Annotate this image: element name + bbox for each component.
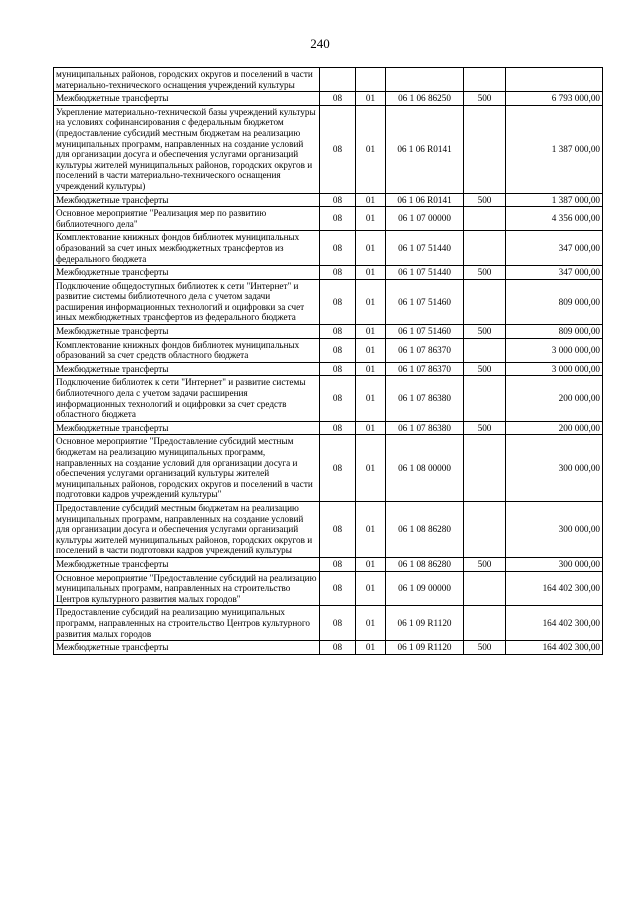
table-row [54, 606, 603, 641]
table-row [54, 421, 603, 435]
row-section-cell: 08 [320, 435, 356, 502]
row-amount-cell: 300 000,00 [506, 501, 603, 557]
table-row [54, 376, 603, 421]
row-expense-type-cell: 500 [464, 557, 506, 571]
row-amount-cell: 300 000,00 [506, 435, 603, 502]
row-section-cell: 08 [320, 421, 356, 435]
row-expense-type-cell [464, 376, 506, 421]
row-target-article-cell: 06 1 08 86280 [386, 557, 464, 571]
row-expense-type-cell [464, 501, 506, 557]
row-name-cell: Подключение библиотек к сети "Интернет" и развитие системы библиотечного дела с учетом задачи расширения информационных технологий и оцифровки за счет средств областного бюджета [54, 376, 320, 421]
row-amount-cell [506, 68, 603, 92]
row-subsection-cell: 01 [356, 606, 386, 641]
row-section-cell: 08 [320, 376, 356, 421]
row-target-article-cell: 06 1 09 00000 [386, 571, 464, 606]
row-target-article-cell: 06 1 07 51440 [386, 266, 464, 280]
row-target-article-cell: 06 1 06 86250 [386, 92, 464, 106]
row-subsection-cell [356, 68, 386, 92]
row-target-article-cell: 06 1 07 51460 [386, 279, 464, 324]
row-name-cell: Предоставление субсидий на реализацию муниципальных программ, направленных на строительство Центров культурного развития малых городов [54, 606, 320, 641]
row-name-cell: Межбюджетные трансферты [54, 641, 320, 655]
table-row [54, 571, 603, 606]
row-subsection-cell: 01 [356, 557, 386, 571]
row-subsection-cell: 01 [356, 501, 386, 557]
row-subsection-cell: 01 [356, 338, 386, 362]
row-amount-cell: 3 000 000,00 [506, 362, 603, 376]
budget-table [53, 67, 603, 655]
row-expense-type-cell [464, 207, 506, 231]
row-section-cell: 08 [320, 105, 356, 193]
row-name-cell: Межбюджетные трансферты [54, 92, 320, 106]
row-name-cell: Межбюджетные трансферты [54, 193, 320, 207]
row-name-cell: Межбюджетные трансферты [54, 557, 320, 571]
row-section-cell: 08 [320, 92, 356, 106]
row-expense-type-cell: 500 [464, 362, 506, 376]
row-expense-type-cell: 500 [464, 92, 506, 106]
row-amount-cell: 809 000,00 [506, 325, 603, 339]
row-name-cell: Комплектование книжных фондов библиотек муниципальных образований за счет иных межбюджетных трансфертов из федерального бюджета [54, 231, 320, 266]
row-section-cell: 08 [320, 641, 356, 655]
budget-table-body [54, 68, 603, 655]
row-target-article-cell: 06 1 07 51460 [386, 325, 464, 339]
row-expense-type-cell [464, 231, 506, 266]
row-expense-type-cell [464, 435, 506, 502]
row-target-article-cell: 06 1 08 86280 [386, 501, 464, 557]
row-amount-cell: 300 000,00 [506, 557, 603, 571]
row-expense-type-cell [464, 338, 506, 362]
row-section-cell: 08 [320, 338, 356, 362]
row-subsection-cell: 01 [356, 266, 386, 280]
row-subsection-cell: 01 [356, 641, 386, 655]
row-amount-cell: 200 000,00 [506, 376, 603, 421]
row-expense-type-cell [464, 105, 506, 193]
row-section-cell [320, 68, 356, 92]
row-expense-type-cell: 500 [464, 325, 506, 339]
table-row [54, 641, 603, 655]
page-number: 240 [310, 36, 330, 51]
row-expense-type-cell: 500 [464, 193, 506, 207]
row-subsection-cell: 01 [356, 421, 386, 435]
table-row [54, 68, 603, 92]
row-amount-cell: 164 402 300,00 [506, 571, 603, 606]
table-row [54, 325, 603, 339]
row-section-cell: 08 [320, 501, 356, 557]
row-expense-type-cell [464, 571, 506, 606]
row-target-article-cell: 06 1 07 00000 [386, 207, 464, 231]
row-name-cell: Основное мероприятие "Реализация мер по развитию библиотечного дела" [54, 207, 320, 231]
row-name-cell: Основное мероприятие "Предоставление субсидий местным бюджетам на реализацию муниципальных программ, направленных на создание условий для организации досуга и обеспечения услугами организаций культуры жителей муниципальных районов, городских округов и поселений в части подготовки кадров учреждений культуры" [54, 435, 320, 502]
row-section-cell: 08 [320, 279, 356, 324]
row-amount-cell: 347 000,00 [506, 231, 603, 266]
row-section-cell: 08 [320, 193, 356, 207]
row-amount-cell: 4 356 000,00 [506, 207, 603, 231]
row-name-cell: Предоставление субсидий местным бюджетам на реализацию муниципальных программ, направленных на создание условий для организации досуга и обеспечения услугами организаций культуры жителей муниципальных районов, городских округов и поселений в части подготовки кадров учреждений культуры [54, 501, 320, 557]
row-target-article-cell: 06 1 06 R0141 [386, 193, 464, 207]
table-row [54, 105, 603, 193]
table-row [54, 338, 603, 362]
row-subsection-cell: 01 [356, 279, 386, 324]
row-subsection-cell: 01 [356, 362, 386, 376]
table-row [54, 193, 603, 207]
row-subsection-cell: 01 [356, 193, 386, 207]
row-subsection-cell: 01 [356, 105, 386, 193]
table-row [54, 279, 603, 324]
row-name-cell: Основное мероприятие "Предоставление субсидий на реализацию муниципальных программ, направленных на строительство Центров культурного развития малых городов" [54, 571, 320, 606]
row-amount-cell: 3 000 000,00 [506, 338, 603, 362]
row-target-article-cell: 06 1 07 86370 [386, 362, 464, 376]
row-amount-cell: 347 000,00 [506, 266, 603, 280]
row-section-cell: 08 [320, 231, 356, 266]
table-row [54, 92, 603, 106]
row-subsection-cell: 01 [356, 207, 386, 231]
row-amount-cell: 6 793 000,00 [506, 92, 603, 106]
row-target-article-cell: 06 1 09 R1120 [386, 641, 464, 655]
row-section-cell: 08 [320, 266, 356, 280]
row-name-cell: Межбюджетные трансферты [54, 325, 320, 339]
row-amount-cell: 1 387 000,00 [506, 105, 603, 193]
row-subsection-cell: 01 [356, 231, 386, 266]
row-name-cell: Укрепление материально-технической базы учреждений культуры на условиях софинансирования с федеральным бюджетом (предоставление субсидий местным бюджетам на реализацию муниципальных программ, направленных на создание условий для организации досуга и обеспечения услугами организаций культуры жителей муниципальных районов, городских округов и поселений в части материально-технического оснащения учреждений культуры) [54, 105, 320, 193]
row-expense-type-cell [464, 68, 506, 92]
row-section-cell: 08 [320, 606, 356, 641]
row-name-cell: Межбюджетные трансферты [54, 362, 320, 376]
row-subsection-cell: 01 [356, 571, 386, 606]
row-subsection-cell: 01 [356, 325, 386, 339]
row-target-article-cell: 06 1 07 51440 [386, 231, 464, 266]
row-target-article-cell: 06 1 07 86370 [386, 338, 464, 362]
row-section-cell: 08 [320, 362, 356, 376]
row-amount-cell: 1 387 000,00 [506, 193, 603, 207]
row-section-cell: 08 [320, 571, 356, 606]
row-target-article-cell: 06 1 07 86380 [386, 421, 464, 435]
row-section-cell: 08 [320, 207, 356, 231]
row-target-article-cell: 06 1 07 86380 [386, 376, 464, 421]
table-row [54, 362, 603, 376]
row-amount-cell: 809 000,00 [506, 279, 603, 324]
row-amount-cell: 164 402 300,00 [506, 606, 603, 641]
row-section-cell: 08 [320, 557, 356, 571]
row-target-article-cell: 06 1 09 R1120 [386, 606, 464, 641]
row-expense-type-cell: 500 [464, 421, 506, 435]
table-row [54, 435, 603, 502]
row-expense-type-cell: 500 [464, 266, 506, 280]
row-target-article-cell: 06 1 06 R0141 [386, 105, 464, 193]
row-amount-cell: 164 402 300,00 [506, 641, 603, 655]
row-subsection-cell: 01 [356, 435, 386, 502]
table-row [54, 557, 603, 571]
row-expense-type-cell [464, 279, 506, 324]
row-target-article-cell: 06 1 08 00000 [386, 435, 464, 502]
row-name-cell: муниципальных районов, городских округов и поселений в части материально-технического оснащения учреждений культуры [54, 68, 320, 92]
row-expense-type-cell: 500 [464, 641, 506, 655]
row-expense-type-cell [464, 606, 506, 641]
row-subsection-cell: 01 [356, 376, 386, 421]
row-target-article-cell [386, 68, 464, 92]
row-name-cell: Межбюджетные трансферты [54, 421, 320, 435]
table-row [54, 207, 603, 231]
row-amount-cell: 200 000,00 [506, 421, 603, 435]
table-row [54, 266, 603, 280]
row-name-cell: Межбюджетные трансферты [54, 266, 320, 280]
row-name-cell: Комплектование книжных фондов библиотек муниципальных образований за счет средств областного бюджета [54, 338, 320, 362]
row-name-cell: Подключение общедоступных библиотек к сети "Интернет" и развитие системы библиотечного дела с учетом задачи расширения информационных технологий и оцифровки за счет иных межбюджетных трансфертов из федерального бюджета [54, 279, 320, 324]
row-section-cell: 08 [320, 325, 356, 339]
row-subsection-cell: 01 [356, 92, 386, 106]
table-row [54, 231, 603, 266]
table-row [54, 501, 603, 557]
